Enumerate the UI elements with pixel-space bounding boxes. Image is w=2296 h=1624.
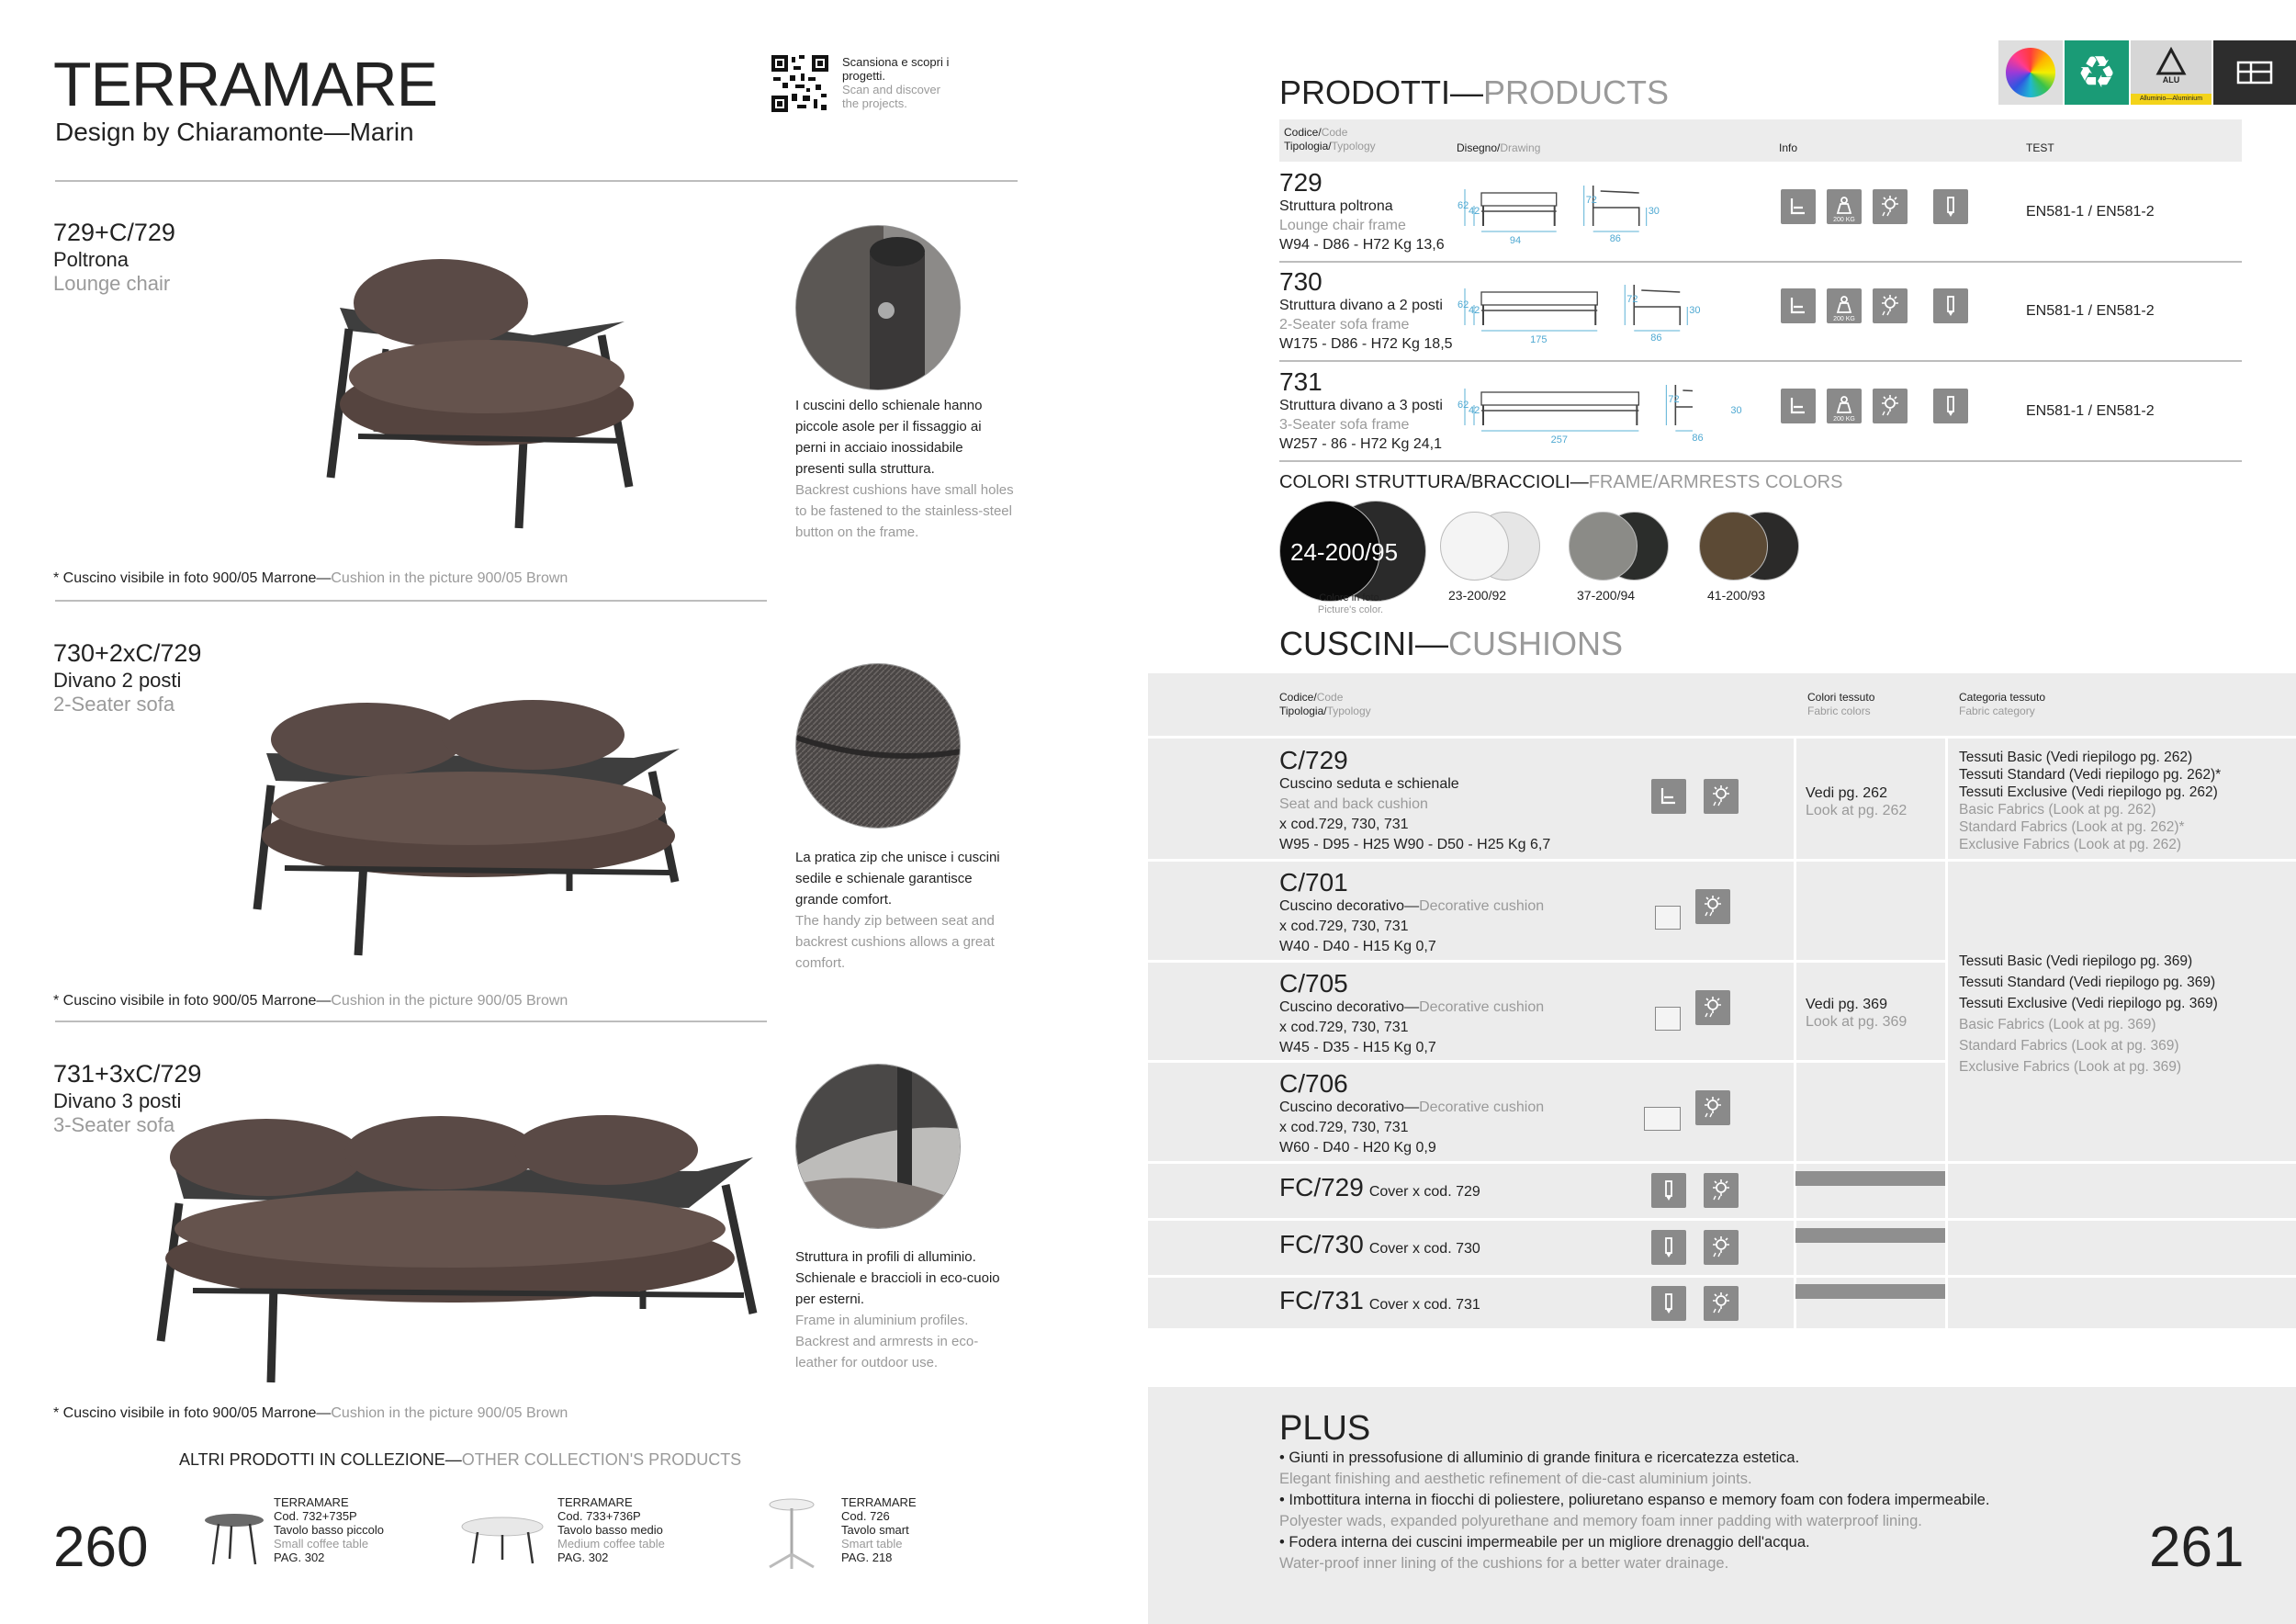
dim-height: 72 (1585, 195, 1597, 206)
maintenance-icon (1933, 389, 1968, 423)
cushion-name-en: Decorative cushion (1419, 1100, 1545, 1115)
cushion-name (1279, 998, 1544, 1058)
weather-resistant-icon (1695, 1090, 1730, 1125)
catalog-title: TERRAMARE (53, 50, 437, 119)
lounge-use-icon (1781, 189, 1816, 224)
other-it: Tavolo basso medio (557, 1523, 663, 1537)
plus-list (1279, 1448, 2198, 1574)
ch-code: Code (1316, 691, 1344, 704)
product-name-en: 2-Seater sofa (53, 693, 175, 716)
note-it: * Cuscino visibile in foto 900/05 Marrone— (53, 570, 332, 586)
test-standard: EN581-1 / EN581-2 (2026, 303, 2155, 319)
fabric-category-262 (1959, 749, 2221, 853)
fabric-category-369 (1959, 951, 2218, 1077)
dim-height-arm: 42 (1469, 405, 1480, 416)
page-number-right: 261 (2149, 1516, 2245, 1579)
weather-resistant-icon (1704, 1230, 1739, 1265)
product-name-it: Divano 3 posti (53, 1089, 182, 1112)
qr-caption (842, 55, 952, 110)
medium-coffee-table-icon (459, 1516, 546, 1566)
test-standard: EN581-1 / EN581-2 (2026, 204, 2155, 220)
products-table-header (1279, 119, 2242, 162)
lounge-use-icon (1781, 389, 1816, 423)
detail-frame-photo (795, 1064, 961, 1229)
page-number-left: 260 (53, 1516, 149, 1579)
ch-categoria: Categoria tessuto (1959, 691, 2046, 704)
weather-resistant-icon (1873, 288, 1908, 323)
other-title-en: OTHER COLLECTION'S PRODUCTS (461, 1450, 742, 1469)
swatch-code: 24-200/95 (1290, 538, 1399, 566)
dim-height-seat: 62 (1458, 200, 1469, 211)
other-product-2[interactable] (557, 1495, 686, 1564)
cushion-code: C/706 (1279, 1069, 1348, 1098)
cushion-row (1148, 862, 1794, 960)
detail-text-3 (795, 1246, 1016, 1373)
swatch-primary (1569, 512, 1638, 581)
weight-200kg-icon (1827, 389, 1862, 423)
cushion-dims: W45 - D35 - H15 Kg 0,7 (1279, 1040, 1436, 1055)
hd-drawing: Drawing (1500, 141, 1541, 154)
small-coffee-table-icon (202, 1511, 266, 1566)
dim-width: 175 (1530, 334, 1548, 345)
designer-credit: Design by Chiaramonte—Marin (55, 118, 414, 146)
cushion-header-code (1279, 691, 1371, 718)
ch-colori: Colori tessuto (1807, 691, 1875, 704)
cushions-title-it: CUSCINI— (1279, 625, 1449, 662)
cat1-1: Tessuti Standard (Vedi riepilogo pg. 262)* (1959, 767, 2222, 783)
cushion-name-en: Seat and back cushion (1279, 796, 1428, 812)
header-test: TEST (2026, 141, 2054, 154)
dim-seat: 30 (1689, 305, 1701, 316)
row-name-it: Struttura poltrona (1279, 198, 1393, 214)
weight-200kg-icon (1827, 189, 1862, 224)
color-wheel-icon (1998, 40, 2063, 105)
cover-label (1279, 1173, 1480, 1202)
detail-text-2 (795, 847, 1016, 974)
product-code: 729+C/729 (53, 219, 175, 246)
dim-depth: 86 (1609, 233, 1621, 244)
cushion-code: C/705 (1279, 969, 1348, 998)
divider (55, 180, 1018, 182)
color-caption-it: Colore in foto. (1319, 592, 1382, 603)
detail-text-1 (795, 395, 1016, 543)
color-swatch[interactable] (1699, 512, 1799, 603)
cat1-3: Basic Fabrics (Look at pg. 262) (1959, 802, 2156, 818)
other-name: TERRAMARE (557, 1495, 633, 1509)
cushion-name-en: Decorative cushion (1419, 999, 1545, 1015)
aluminium-icon (2131, 40, 2212, 105)
colors-title (1279, 472, 1842, 493)
header-drawing (1457, 141, 1540, 154)
divider (55, 1021, 767, 1022)
detail-en: The handy zip between seat and backrest cushions allows a great comfort. (795, 913, 995, 971)
lounge-use-icon (1651, 779, 1686, 814)
weight-label: 200 KG (1833, 217, 1855, 223)
ch-fabric-category: Fabric category (1959, 705, 2035, 717)
row-dims: W94 - D86 - H72 Kg 13,6 (1279, 237, 1445, 253)
weather-resistant-icon (1873, 389, 1908, 423)
cushions-title-en: CUSHIONS (1448, 625, 1624, 662)
plus-it-0: • Giunti in pressofusione di alluminio di grande finitura e ricercatezza estetica. (1279, 1449, 1800, 1466)
dim-depth: 86 (1650, 333, 1662, 344)
detail-it: Struttura in profili di alluminio. Schienale e braccioli in eco-cuoio per esterni. (795, 1249, 1000, 1307)
cushion-name-it: Cuscino decorativo— (1279, 898, 1420, 914)
hd-tipologia: Tipologia/ (1284, 140, 1332, 152)
cushion-name-line (1279, 897, 1544, 917)
cover-desc: Cover x cod. 730 (1368, 1241, 1480, 1257)
look1-it: Vedi pg. 262 (1806, 785, 1887, 801)
cat2-1: Tessuti Standard (Vedi riepilogo pg. 369) (1959, 975, 2216, 990)
row-divider (1796, 859, 2296, 862)
header-code (1284, 126, 1376, 153)
row-dims: W257 - 86 - H72 Kg 24,1 (1279, 436, 1442, 452)
other-en: Smart table (841, 1537, 903, 1551)
hd-disegno: Disegno/ (1457, 141, 1501, 154)
ch-codice: Codice/ (1279, 691, 1317, 704)
row-name-en: Lounge chair frame (1279, 218, 1406, 233)
cat1-5: Exclusive Fabrics (Look at pg. 262) (1959, 837, 2182, 852)
ch-typology: Typology (1326, 705, 1371, 717)
decorative-cushion-icon (1655, 906, 1681, 930)
weight-label: 200 KG (1833, 316, 1855, 322)
header-info: Info (1779, 141, 1798, 154)
row-divider (1279, 261, 2242, 263)
row-code: 729 (1279, 168, 1322, 197)
lounge-chair-photo (321, 248, 652, 542)
dim-height-seat: 62 (1458, 299, 1469, 310)
cat2-2: Tessuti Exclusive (Vedi riepilogo pg. 369) (1959, 996, 2218, 1011)
cat2-5: Exclusive Fabrics (Look at pg. 369) (1959, 1059, 2182, 1075)
cat1-2: Tessuti Exclusive (Vedi riepilogo pg. 262) (1959, 784, 2218, 800)
cushion-dims: W40 - D40 - H15 Kg 0,7 (1279, 939, 1436, 954)
fabric-bar (1795, 1171, 1945, 1186)
cushion-header-colors (1807, 691, 1874, 718)
weather-resistant-icon (1704, 1286, 1739, 1321)
test-standard: EN581-1 / EN581-2 (2026, 403, 2155, 419)
other-page: PAG. 302 (557, 1551, 609, 1564)
maintenance-icon (1651, 1173, 1686, 1208)
product-lounge-chair (53, 217, 175, 296)
dim-height-seat: 62 (1458, 400, 1469, 411)
other-it: Tavolo basso piccolo (274, 1523, 384, 1537)
plus-en-2: Water-proof inner lining of the cushions for a better water drainage. (1279, 1555, 1729, 1572)
fabric-bar (1795, 1228, 1945, 1243)
swatch-code: 23-200/92 (1448, 588, 1507, 603)
note-it: * Cuscino visibile in foto 900/05 Marrone— (53, 993, 332, 1009)
cushions-header-divider (1148, 736, 2296, 739)
weather-resistant-icon (1695, 990, 1730, 1025)
recycle-icon: ♻ (2065, 40, 2129, 105)
dim-depth: 86 (1692, 433, 1704, 444)
divider (55, 600, 767, 602)
ch-tipologia: Tipologia/ (1279, 705, 1327, 717)
product-code: 731+3xC/729 (53, 1060, 202, 1088)
hd-code: Code (1321, 126, 1348, 139)
product-name-en: Lounge chair (53, 272, 171, 295)
row-name-en: 2-Seater sofa frame (1279, 317, 1410, 333)
cushion-name-it: Cuscino decorativo— (1279, 999, 1420, 1015)
product-code: 730+2xC/729 (53, 639, 202, 667)
detail-en: Frame in aluminium profiles. Backrest and armrests in eco-leather for outdoor use. (795, 1313, 979, 1370)
plus-it-2: • Fodera interna dei cuscini impermeabile per un migliore drenaggio dell'acqua. (1279, 1534, 1810, 1551)
weather-resistant-icon (1873, 189, 1908, 224)
cover-row (1148, 1277, 2296, 1330)
product-2-seater-sofa (53, 637, 201, 716)
other-product-3[interactable] (841, 1495, 970, 1564)
row-name-it: Struttura divano a 3 posti (1279, 398, 1443, 413)
cover-code: FC/731 (1279, 1286, 1364, 1314)
product-row (1279, 266, 2242, 362)
other-en: Medium coffee table (557, 1537, 665, 1551)
swatch-primary (1440, 512, 1509, 581)
maintenance-icon (1651, 1286, 1686, 1321)
note-it: * Cuscino visibile in foto 900/05 Marrone— (53, 1405, 332, 1421)
cat2-4: Standard Fabrics (Look at pg. 369) (1959, 1038, 2179, 1054)
cushion-header-category (1959, 691, 2045, 718)
other-products-title (179, 1450, 741, 1470)
other-product-1[interactable] (274, 1495, 402, 1564)
other-en: Small coffee table (274, 1537, 369, 1551)
cushion-name (1279, 897, 1544, 957)
row-code: 731 (1279, 367, 1322, 396)
cushion-name-it: Cuscino seduta e schienale (1279, 776, 1459, 792)
cushion-name-line (1279, 998, 1544, 1018)
cat1-0: Tessuti Basic (Vedi riepilogo pg. 262) (1959, 750, 2193, 765)
detail-button-photo (795, 225, 961, 390)
cushion-row (1148, 1063, 1794, 1162)
cushion-compatible: x cod.729, 730, 731 (1279, 1120, 1409, 1135)
cat2-0: Tessuti Basic (Vedi riepilogo pg. 369) (1959, 953, 2193, 969)
look2-it: Vedi pg. 369 (1806, 997, 1887, 1012)
other-title-it: ALTRI PRODOTTI IN COLLEZIONE— (179, 1450, 462, 1469)
cover-desc: Cover x cod. 729 (1368, 1184, 1480, 1200)
products-title-en: PRODUCTS (1483, 73, 1670, 111)
colors-title-en: FRAME/ARMRESTS COLORS (1588, 472, 1843, 492)
cushion-row (1148, 739, 1794, 859)
color-caption-en: Picture's color. (1317, 604, 1384, 615)
smart-table-icon (762, 1497, 822, 1571)
frame-drawing (1454, 180, 1693, 254)
qr-code[interactable] (771, 55, 828, 112)
cushion-name-line (1279, 1098, 1544, 1118)
decorative-cushion-icon (1655, 1007, 1681, 1031)
cushion-name-it: Cuscino decorativo— (1279, 1100, 1420, 1115)
row-name-it: Struttura divano a 2 posti (1279, 298, 1443, 313)
fabric-bar (1795, 1284, 1945, 1299)
two-seater-sofa-photo (248, 698, 689, 964)
look-at-369 (1806, 996, 1907, 1031)
product-name-en: 3-Seater sofa (53, 1113, 175, 1136)
detail-en: Backrest cushions have small holes to be fastened to the stainless-steel button on the frame. (795, 482, 1014, 540)
alu-caption: Alluminio—Aluminium (2131, 94, 2212, 105)
cover-code: FC/729 (1279, 1173, 1364, 1201)
catalog-icon (2213, 40, 2296, 105)
other-page: PAG. 302 (274, 1551, 325, 1564)
dim-width: 257 (1550, 434, 1569, 445)
swatch-code: 41-200/93 (1707, 588, 1766, 603)
weight-200kg-icon (1827, 288, 1862, 323)
products-title (1279, 73, 1669, 112)
other-code: Cod. 726 (841, 1509, 890, 1523)
dim-seat: 30 (1648, 206, 1660, 217)
ch-fabric-colors: Fabric colors (1807, 705, 1871, 717)
cushion-row (1148, 963, 1794, 1060)
product-name-it: Poltrona (53, 248, 129, 271)
cover-row (1148, 1221, 2296, 1274)
plus-en-1: Polyester wads, expanded polyurethane and memory foam inner padding with waterproof lining. (1279, 1513, 1922, 1529)
row-code: 730 (1279, 267, 1322, 296)
color-swatch[interactable] (1569, 512, 1669, 603)
product-name-it: Divano 2 posti (53, 669, 182, 692)
look2-en: Look at pg. 369 (1806, 1014, 1908, 1030)
hd-codice: Codice/ (1284, 126, 1322, 139)
plus-en-0: Elegant finishing and aesthetic refinement of die-cast aluminium joints. (1279, 1471, 1752, 1487)
note-en: Cushion in the picture 900/05 Brown (331, 993, 568, 1009)
three-seater-sofa-photo (147, 1111, 771, 1387)
cushion-code: C/729 (1279, 746, 1348, 774)
detail-it: La pratica zip che unisce i cuscini sedile e schienale garantisce grande comfort. (795, 850, 1000, 908)
row-divider (1279, 460, 2242, 462)
product-row (1279, 367, 2242, 462)
other-name: TERRAMARE (274, 1495, 349, 1509)
other-name: TERRAMARE (841, 1495, 917, 1509)
cushion-code: C/701 (1279, 868, 1348, 897)
other-it: Tavolo smart (841, 1523, 909, 1537)
cushion-name-en: Decorative cushion (1419, 898, 1545, 914)
note-en: Cushion in the picture 900/05 Brown (331, 1405, 568, 1421)
look-at-262 (1806, 784, 1907, 819)
cushions-title (1279, 625, 1623, 663)
dim-height-arm: 42 (1469, 305, 1480, 316)
plus-title: PLUS (1279, 1409, 1371, 1448)
product-row (1279, 167, 2242, 263)
products-title-it: PRODOTTI— (1279, 73, 1483, 111)
weather-resistant-icon (1704, 1173, 1739, 1208)
hd-typology: Typology (1331, 140, 1376, 152)
cushion-dims: W95 - D95 - H25 W90 - D50 - H25 Kg 6,7 (1279, 837, 1551, 852)
weight-label: 200 KG (1833, 416, 1855, 423)
cover-code: FC/730 (1279, 1230, 1364, 1258)
cushion-compatible: x cod.729, 730, 731 (1279, 919, 1409, 934)
weather-resistant-icon (1695, 889, 1730, 924)
row-divider (1279, 360, 2242, 362)
row-dims: W175 - D86 - H72 Kg 18,5 (1279, 336, 1453, 352)
look1-en: Look at pg. 262 (1806, 803, 1908, 818)
swatch-code: 37-200/94 (1577, 588, 1636, 603)
cover-desc: Cover x cod. 731 (1368, 1297, 1480, 1313)
detail-zip-photo (795, 663, 961, 829)
maintenance-icon (1651, 1230, 1686, 1265)
detail-it: I cuscini dello schienale hanno piccole asole per il fissaggio ai perni in acciaio inossidabile presenti sulla struttura. (795, 398, 983, 477)
decorative-cushion-icon (1644, 1107, 1681, 1131)
other-page: PAG. 218 (841, 1551, 893, 1564)
cushion-name (1279, 1098, 1544, 1158)
dim-height-arm: 42 (1469, 206, 1480, 217)
color-swatch[interactable] (1279, 501, 1426, 602)
cat2-3: Basic Fabrics (Look at pg. 369) (1959, 1017, 2156, 1032)
cushion-compatible: x cod.729, 730, 731 (1279, 817, 1409, 832)
cushion-compatible: x cod.729, 730, 731 (1279, 1020, 1409, 1035)
note-en: Cushion in the picture 900/05 Brown (331, 570, 568, 586)
frame-drawing (1454, 379, 1693, 453)
picture-note-1 (53, 570, 568, 587)
cover-label (1279, 1286, 1480, 1315)
other-code: Cod. 732+735P (274, 1509, 357, 1523)
plus-it-1: • Imbottitura interna in fiocchi di poliestere, poliuretano espanso e memory foam con fodera impermeabile. (1279, 1492, 1990, 1508)
dim-height: 72 (1626, 294, 1638, 305)
picture-note-2 (53, 993, 568, 1009)
qr-caption-en: Scan and discover the projects. (842, 83, 940, 110)
cushion-name (1279, 774, 1550, 855)
picture-note-3 (53, 1405, 568, 1422)
cover-row (1148, 1164, 2296, 1217)
dim-height: 72 (1668, 394, 1680, 405)
colors-title-it: COLORI STRUTTURA/BRACCIOLI— (1279, 472, 1589, 492)
dim-width: 94 (1509, 235, 1522, 246)
cushion-dims: W60 - D40 - H20 Kg 0,9 (1279, 1140, 1436, 1156)
weather-resistant-icon (1704, 779, 1739, 814)
dim-seat: 30 (1730, 405, 1742, 416)
row-name-en: 3-Seater sofa frame (1279, 417, 1410, 433)
qr-caption-it: Scansiona e scopri i progetti. (842, 55, 950, 83)
other-code: Cod. 733+736P (557, 1509, 641, 1523)
color-caption (1279, 592, 1422, 616)
swatch-primary (1699, 512, 1768, 581)
maintenance-icon (1933, 288, 1968, 323)
color-swatch[interactable] (1440, 512, 1540, 603)
alu-label: ALU (2162, 75, 2180, 85)
lounge-use-icon (1781, 288, 1816, 323)
cover-label (1279, 1230, 1480, 1259)
maintenance-icon (1933, 189, 1968, 224)
cat1-4: Standard Fabrics (Look at pg. 262)* (1959, 819, 2185, 835)
